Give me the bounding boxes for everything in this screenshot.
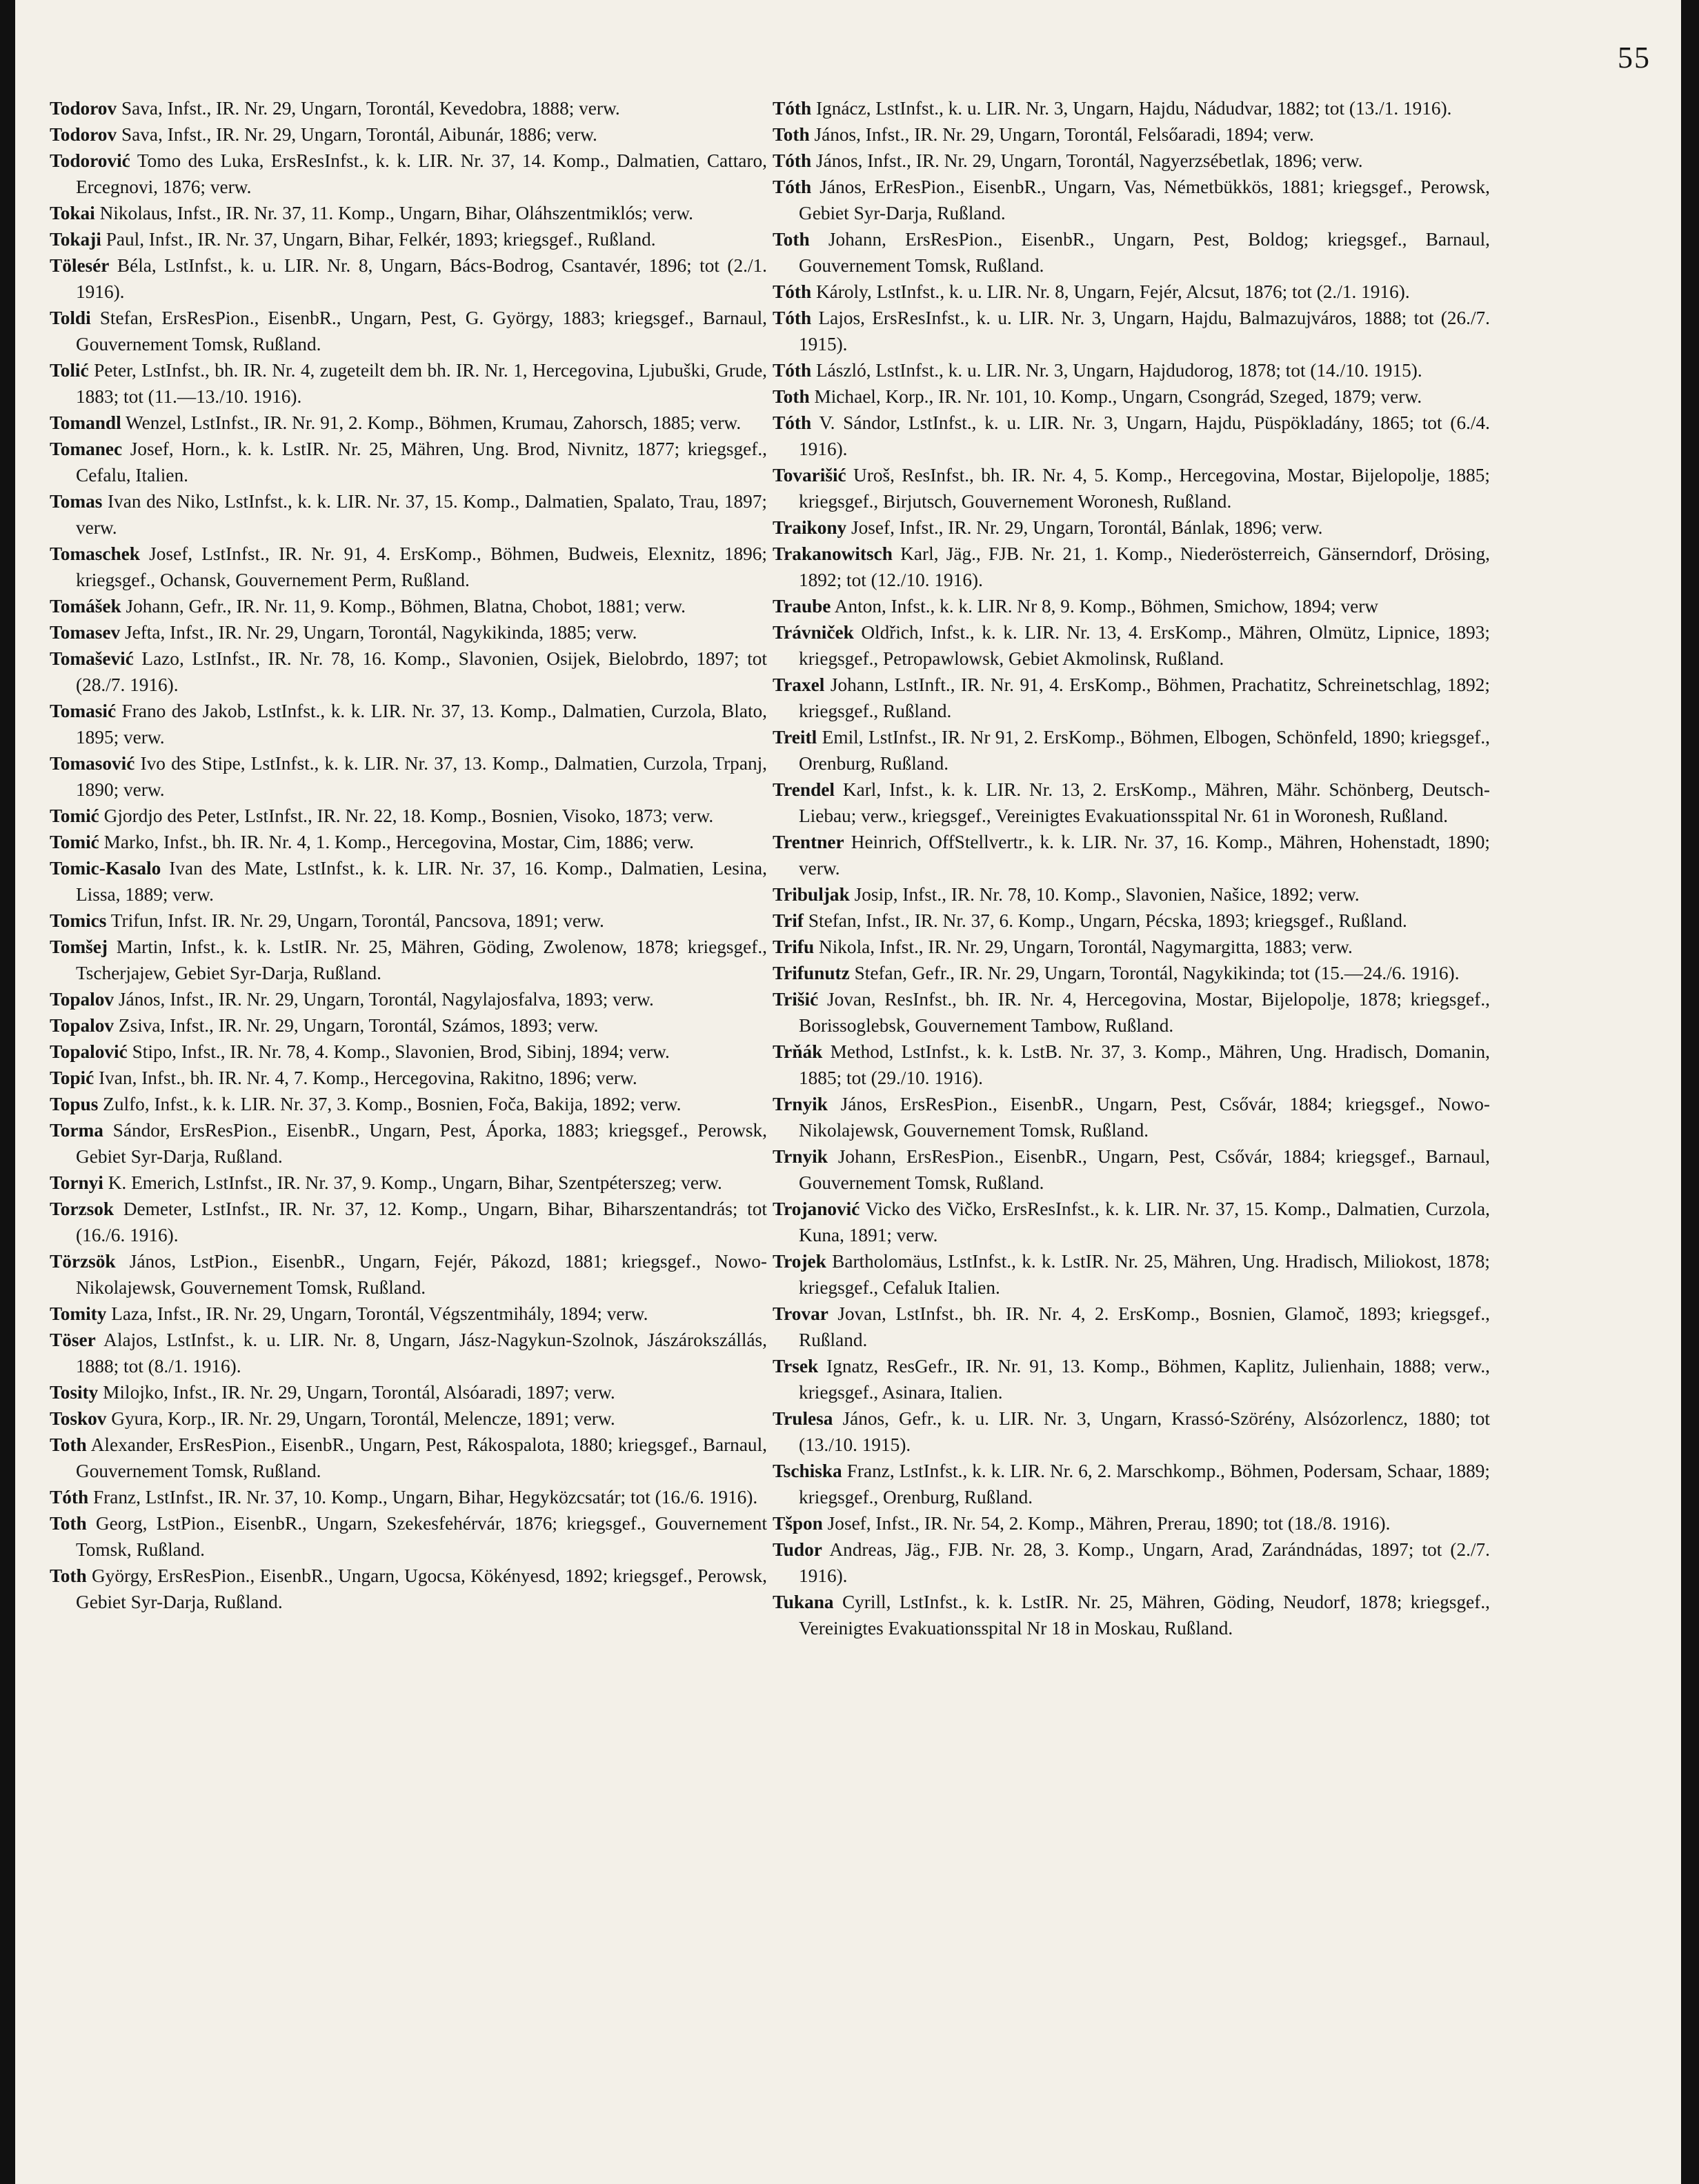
- entry-details: Laza, Infst., IR. Nr. 29, Ungarn, Torontál, Végszentmihály, 1894; verw.: [111, 1303, 648, 1324]
- entry-surname: Tovarišić: [773, 465, 846, 485]
- entry-surname: Tóth: [773, 281, 812, 302]
- entry-surname: Tšpon: [773, 1513, 823, 1534]
- entry-surname: Topus: [50, 1094, 99, 1114]
- entry-details: V. Sándor, LstInfst., k. u. LIR. Nr. 3, Ungarn, Hajdu, Püspökladány, 1865; tot (6./4. 1916).: [799, 412, 1490, 459]
- list-entry: [50, 357, 767, 410]
- entry-surname: Tóth: [773, 177, 812, 197]
- entry-surname: Tóth: [773, 360, 812, 381]
- entry-details: Alexander, ErsResPion., EisenbR., Ungarn, Pest, Rákospalota, 1880; kriegsgef., Barnaul, Gouvernement Tomsk, Rußland.: [76, 1434, 767, 1481]
- entry-surname: Tokai: [50, 203, 95, 223]
- list-entry: [773, 1589, 1490, 1641]
- entry-surname: Trávniček: [773, 622, 854, 643]
- entry-surname: Traxel: [773, 674, 825, 695]
- entry-surname: Tomandl: [50, 412, 121, 433]
- list-entry: [773, 1458, 1490, 1510]
- entry-surname: Tóth: [773, 150, 812, 171]
- entry-details: Zsiva, Infst., IR. Nr. 29, Ungarn, Torontál, Számos, 1893; verw.: [118, 1015, 599, 1036]
- entry-details: Tomo des Luka, ErsResInfst., k. k. LIR. Nr. 37, 14. Komp., Dalmatien, Cattaro, Ercegnovi, 1876; verw.: [76, 150, 767, 197]
- list-entry: [773, 514, 1490, 541]
- entry-details: Gjordjo des Peter, LstInfst., IR. Nr. 22, 18. Komp., Bosnien, Visoko, 1873; verw.: [103, 805, 714, 826]
- list-entry: [50, 1405, 767, 1432]
- list-entry: [50, 645, 767, 698]
- list-entry: [50, 908, 767, 934]
- list-entry: [50, 121, 767, 148]
- entry-details: Nikolaus, Infst., IR. Nr. 37, 11. Komp., Ungarn, Bihar, Oláhszentmiklós; verw.: [99, 203, 694, 223]
- entry-details: Cyrill, LstInfst., k. k. LstIR. Nr. 25, Mähren, Göding, Neudorf, 1878; kriegsgef., Vereinigtes Evakuationsspital Nr 18 in Moskau, Rußland.: [799, 1592, 1490, 1639]
- list-entry: [773, 462, 1490, 514]
- list-entry: [773, 829, 1490, 881]
- entry-details: János, Infst., IR. Nr. 29, Ungarn, Torontál, Felsőaradi, 1894; verw.: [814, 124, 1314, 145]
- list-entry: [773, 881, 1490, 908]
- list-entry: [50, 1248, 767, 1301]
- entry-surname: Tolić: [50, 360, 89, 381]
- entry-details: Josef, Infst., IR. Nr. 29, Ungarn, Torontál, Bánlak, 1896; verw.: [851, 517, 1323, 538]
- list-entry: [773, 1510, 1490, 1536]
- entry-surname: Tribuljak: [773, 884, 850, 905]
- entry-surname: Tomić: [50, 805, 99, 826]
- list-entry: [50, 829, 767, 855]
- entry-surname: Trojanović: [773, 1199, 860, 1219]
- entry-details: Johann, Gefr., IR. Nr. 11, 9. Komp., Böhmen, Blatna, Chobot, 1881; verw.: [126, 596, 686, 617]
- list-entry: [50, 1563, 767, 1615]
- scan-edge-left: [0, 0, 15, 2184]
- entry-details: Milojko, Infst., IR. Nr. 29, Ungarn, Torontál, Alsóaradi, 1897; verw.: [103, 1382, 615, 1403]
- list-entry: [50, 619, 767, 645]
- entry-surname: Toth: [50, 1434, 87, 1455]
- entry-details: K. Emerich, LstInfst., IR. Nr. 37, 9. Komp., Ungarn, Bihar, Szentpéterszeg; verw.: [108, 1172, 722, 1193]
- list-entry: [50, 541, 767, 593]
- entry-surname: Trovar: [773, 1303, 828, 1324]
- entry-surname: Tomas: [50, 491, 103, 512]
- list-entry: [50, 1117, 767, 1170]
- entry-surname: Topalović: [50, 1041, 128, 1062]
- entry-details: Nikola, Infst., IR. Nr. 29, Ungarn, Torontál, Nagymargitta, 1883; verw.: [818, 936, 1353, 957]
- entry-surname: Tóth: [773, 98, 812, 119]
- entry-surname: Tomic-Kasalo: [50, 858, 161, 879]
- list-entry: [773, 1536, 1490, 1589]
- entry-surname: Tomašević: [50, 648, 134, 669]
- list-entry: [773, 174, 1490, 226]
- list-entry: [50, 1379, 767, 1405]
- list-entry: [50, 1484, 767, 1510]
- entry-surname: Topalov: [50, 1015, 115, 1036]
- list-entry: [773, 541, 1490, 593]
- entry-surname: Tokaji: [50, 229, 101, 250]
- list-entry: [50, 855, 767, 908]
- list-entry: [773, 383, 1490, 410]
- list-entry: [50, 410, 767, 436]
- entry-surname: Trendel: [773, 779, 835, 800]
- list-entry: [50, 1432, 767, 1484]
- entry-details: Ivan des Niko, LstInfst., k. k. LIR. Nr. 37, 15. Komp., Dalmatien, Spalato, Trau, 1897; verw.: [76, 491, 768, 538]
- entry-details: Ivan, Infst., bh. IR. Nr. 4, 7. Komp., Hercegovina, Rakitno, 1896; verw.: [99, 1068, 637, 1088]
- entry-surname: Toth: [773, 386, 810, 407]
- list-entry: [773, 619, 1490, 672]
- entry-surname: Todorov: [50, 124, 117, 145]
- entry-details: János, ErsResPion., EisenbR., Ungarn, Pest, Csővár, 1884; kriegsgef., Nowo-Nikolajewsk, Gouvernement Tomsk, Rußland.: [799, 1094, 1490, 1141]
- entry-details: Lazo, LstInfst., IR. Nr. 78, 16. Komp., Slavonien, Osijek, Bielobrdo, 1897; tot (28./7. 1916).: [76, 648, 768, 695]
- entry-details: Paul, Infst., IR. Nr. 37, Ungarn, Bihar, Felkér, 1893; kriegsgef., Rußland.: [106, 229, 656, 250]
- list-entry: [50, 1327, 767, 1379]
- entry-surname: Tölesér: [50, 255, 110, 276]
- entry-details: Josip, Infst., IR. Nr. 78, 10. Komp., Slavonien, Našice, 1892; verw.: [854, 884, 1360, 905]
- entry-surname: Toth: [773, 124, 810, 145]
- entry-surname: Tomasović: [50, 753, 135, 774]
- entry-details: Trifun, Infst. IR. Nr. 29, Ungarn, Torontál, Pancsova, 1891; verw.: [110, 910, 604, 931]
- list-entry: [50, 986, 767, 1012]
- entry-details: Johann, LstInft., IR. Nr. 91, 4. ErsKomp., Böhmen, Prachatitz, Schreinetschlag, 1892; kriegsgef., Rußland.: [799, 674, 1491, 721]
- entry-surname: Toth: [50, 1565, 87, 1586]
- list-entry: [773, 777, 1490, 829]
- entry-surname: Toth: [50, 1513, 87, 1534]
- list-entry: [773, 908, 1490, 934]
- entry-surname: Trišić: [773, 989, 819, 1010]
- entry-surname: Trojek: [773, 1251, 826, 1272]
- list-entry: [50, 934, 767, 986]
- entry-surname: Torzsok: [50, 1199, 115, 1219]
- entry-surname: Trif: [773, 910, 804, 931]
- entry-surname: Toskov: [50, 1408, 107, 1429]
- list-entry: [773, 593, 1490, 619]
- entry-surname: Töser: [50, 1330, 96, 1350]
- entry-surname: Trentner: [773, 832, 844, 852]
- list-entry: [773, 1405, 1490, 1458]
- entry-details: János, Gefr., k. u. LIR. Nr. 3, Ungarn, Krassó-Szörény, Alsózorlencz, 1880; tot (13./10. 1915).: [799, 1408, 1490, 1455]
- entry-surname: Tosity: [50, 1382, 99, 1403]
- list-entry: [773, 672, 1490, 724]
- list-entry: [50, 1039, 767, 1065]
- left-column: [50, 95, 767, 1615]
- entry-surname: Trnyik: [773, 1094, 828, 1114]
- list-entry: [50, 1170, 767, 1196]
- entry-details: Ignatz, ResGefr., IR. Nr. 91, 13. Komp., Böhmen, Kaplitz, Julienhain, 1888; verw., kriegsgef., Asinara, Italien.: [799, 1356, 1491, 1403]
- entry-details: Stefan, Gefr., IR. Nr. 29, Ungarn, Torontál, Nagykikinda; tot (15.—24./6. 1916).: [854, 963, 1460, 983]
- entry-surname: Tomics: [50, 910, 107, 931]
- entry-details: Karl, Infst., k. k. LIR. Nr. 13, 2. ErsKomp., Mähren, Mähr. Schönberg, Deutsch-Liebau; verw., kriegsgef., Vereinigtes Evakuationsspital Nr. 61 in Woronesh, Rußland.: [799, 779, 1491, 826]
- entry-surname: Traikony: [773, 517, 847, 538]
- entry-details: Marko, Infst., bh. IR. Nr. 4, 1. Komp., Hercegovina, Mostar, Cim, 1886; verw.: [103, 832, 694, 852]
- list-entry: [50, 1196, 767, 1248]
- entry-details: Frano des Jakob, LstInfst., k. k. LIR. Nr. 37, 13. Komp., Dalmatien, Curzola, Blato, 1895; verw.: [76, 701, 767, 748]
- list-entry: [773, 724, 1490, 777]
- list-entry: [773, 121, 1490, 148]
- entry-details: Martin, Infst., k. k. LstIR. Nr. 25, Mähren, Göding, Zwolenow, 1878; kriegsgef., Tscherjajew, Gebiet Syr-Darja, Rußland.: [76, 936, 768, 983]
- entry-surname: Tornyi: [50, 1172, 103, 1193]
- entry-details: János, Infst., IR. Nr. 29, Ungarn, Torontál, Nagyerzsébetlak, 1896; verw.: [815, 150, 1363, 171]
- list-entry: [773, 410, 1490, 462]
- list-entry: [773, 1091, 1490, 1143]
- entry-details: Lajos, ErsResInfst., k. u. LIR. Nr. 3, Ungarn, Hajdu, Balmazujváros, 1888; tot (26./7. 1915).: [799, 308, 1490, 354]
- entry-details: László, LstInfst., k. u. LIR. Nr. 3, Ungarn, Hajdudorog, 1878; tot (14./10. 1915).: [815, 360, 1422, 381]
- entry-surname: Tomaschek: [50, 543, 140, 564]
- entry-details: Andreas, Jäg., FJB. Nr. 28, 3. Komp., Ungarn, Arad, Zarándnádas, 1897; tot (2./7. 1916).: [799, 1539, 1490, 1586]
- entry-details: Stipo, Infst., IR. Nr. 78, 4. Komp., Slavonien, Brod, Sibinj, 1894; verw.: [132, 1041, 670, 1062]
- entry-details: Alajos, LstInfst., k. u. LIR. Nr. 8, Ungarn, Jász-Nagykun-Szolnok, Jászárokszállás, 1888; tot (8./1. 1916).: [76, 1330, 767, 1376]
- list-entry: [773, 1248, 1490, 1301]
- list-entry: [50, 95, 767, 121]
- entry-details: Béla, LstInfst., k. u. LIR. Nr. 8, Ungarn, Bács-Bodrog, Csantavér, 1896; tot (2./1. 1916).: [76, 255, 767, 302]
- list-entry: [50, 1301, 767, 1327]
- entry-details: Vicko des Vičko, ErsResInfst., k. k. LIR. Nr. 37, 15. Komp., Dalmatien, Curzola, Kuna, 1891; verw.: [799, 1199, 1490, 1245]
- entry-details: Georg, LstPion., EisenbR., Ungarn, Szekesfehérvár, 1876; kriegsgef., Gouvernement Tomsk, Rußland.: [76, 1513, 767, 1560]
- list-entry: [773, 1353, 1490, 1405]
- entry-details: Sándor, ErsResPion., EisenbR., Ungarn, Pest, Áporka, 1883; kriegsgef., Perowsk, Gebiet Syr-Darja, Rußland.: [76, 1120, 767, 1167]
- list-entry: [50, 698, 767, 750]
- entry-details: Emil, LstInfst., IR. Nr 91, 2. ErsKomp., Böhmen, Elbogen, Schönfeld, 1890; kriegsgef., Orenburg, Rußland.: [799, 727, 1490, 774]
- entry-surname: Treitl: [773, 727, 817, 748]
- entry-surname: Tóth: [773, 308, 812, 328]
- entry-surname: Tomanec: [50, 439, 123, 459]
- entry-details: Michael, Korp., IR. Nr. 101, 10. Komp., Ungarn, Csongrád, Szeged, 1879; verw.: [814, 386, 1422, 407]
- entry-details: Jovan, ResInfst., bh. IR. Nr. 4, Hercegovina, Mostar, Bijelopolje, 1878; kriegsgef., Borissoglebsk, Gouvernement Tambow, Rußland.: [799, 989, 1490, 1036]
- list-entry: [50, 436, 767, 488]
- list-entry: [50, 252, 767, 305]
- entry-details: Bartholomäus, LstInfst., k. k. LstIR. Nr. 25, Mähren, Ung. Hradisch, Miliokost, 1878; kriegsgef., Cefaluk Italien.: [799, 1251, 1490, 1298]
- entry-details: Johann, ErsResPion., EisenbR., Ungarn, Pest, Boldog; kriegsgef., Barnaul, Gouvernement Tomsk, Rußland.: [799, 229, 1490, 276]
- entry-details: György, ErsResPion., EisenbR., Ungarn, Ugocsa, Kökényesd, 1892; kriegsgef., Perowsk, Gebiet Syr-Darja, Rußland.: [76, 1565, 768, 1612]
- entry-details: Oldřich, Infst., k. k. LIR. Nr. 13, 4. ErsKomp., Mähren, Olmütz, Lipnice, 1893; kriegsgef., Petropawlowsk, Gebiet Akmolinsk, Rußland.: [799, 622, 1490, 669]
- entry-details: Sava, Infst., IR. Nr. 29, Ungarn, Torontál, Aibunár, 1886; verw.: [121, 124, 597, 145]
- list-entry: [50, 803, 767, 829]
- entry-details: Josef, Horn., k. k. LstIR. Nr. 25, Mähren, Ung. Brod, Nivnitz, 1877; kriegsgef., Cefalu, Italien.: [76, 439, 767, 485]
- entry-details: János, ErResPion., EisenbR., Ungarn, Vas, Németbükkös, 1881; kriegsgef., Perowsk, Gebiet Syr-Darja, Rußland.: [799, 177, 1490, 223]
- entry-surname: Todorov: [50, 98, 117, 119]
- entry-surname: Tomity: [50, 1303, 107, 1324]
- list-entry: [50, 593, 767, 619]
- list-entry: [773, 357, 1490, 383]
- list-entry: [50, 148, 767, 200]
- entry-surname: Topalov: [50, 989, 115, 1010]
- entry-surname: Traube: [773, 596, 831, 617]
- entry-surname: Tóth: [773, 412, 812, 433]
- entry-details: Anton, Infst., k. k. LIR. Nr 8, 9. Komp., Böhmen, Smichow, 1894; verw: [834, 596, 1379, 617]
- entry-details: Demeter, LstInfst., IR. Nr. 37, 12. Komp., Ungarn, Bihar, Biharszentandrás; tot (16./6. 1916).: [76, 1199, 767, 1245]
- entry-surname: Trifunutz: [773, 963, 850, 983]
- list-entry: [50, 1091, 767, 1117]
- entry-surname: Tomšej: [50, 936, 108, 957]
- list-entry: [773, 95, 1490, 121]
- entry-surname: Trsek: [773, 1356, 819, 1376]
- entry-surname: Trakanowitsch: [773, 543, 893, 564]
- list-entry: [50, 200, 767, 226]
- entry-details: Johann, ErsResPion., EisenbR., Ungarn, Pest, Csővár, 1884; kriegsgef., Barnaul, Gouvernement Tomsk, Rußland.: [799, 1146, 1490, 1193]
- entry-surname: Tukana: [773, 1592, 834, 1612]
- entry-details: Heinrich, OffStellvertr., k. k. LIR. Nr. 37, 16. Komp., Mähren, Hohenstadt, 1890; verw.: [799, 832, 1490, 879]
- entry-details: Peter, LstInfst., bh. IR. Nr. 4, zugeteilt dem bh. IR. Nr. 1, Hercegovina, Ljubuški, Grude, 1883; tot (11.—13./10. 1916).: [76, 360, 768, 407]
- list-entry: [773, 279, 1490, 305]
- list-entry: [50, 750, 767, 803]
- entry-details: János, LstPion., EisenbR., Ungarn, Fejér, Pákozd, 1881; kriegsgef., Nowo-Nikolajewsk, Gouvernement Tomsk, Rußland.: [76, 1251, 767, 1298]
- entry-details: Ivan des Mate, LstInfst., k. k. LIR. Nr. 37, 16. Komp., Dalmatien, Lesina, Lissa, 1889; verw.: [76, 858, 767, 905]
- entry-surname: Tomasev: [50, 622, 121, 643]
- entry-details: Gyura, Korp., IR. Nr. 29, Ungarn, Torontál, Melencze, 1891; verw.: [111, 1408, 615, 1429]
- entry-details: Stefan, ErsResPion., EisenbR., Ungarn, Pest, G. György, 1883; kriegsgef., Barnaul, Gouvernement Tomsk, Rußland.: [76, 308, 767, 354]
- entry-details: Wenzel, LstInfst., IR. Nr. 91, 2. Komp., Böhmen, Krumau, Zahorsch, 1885; verw.: [126, 412, 742, 433]
- entry-surname: Torma: [50, 1120, 103, 1141]
- entry-surname: Topić: [50, 1068, 95, 1088]
- entry-details: Jovan, LstInfst., bh. IR. Nr. 4, 2. ErsKomp., Bosnien, Glamoč, 1893; kriegsgef., Rußland.: [799, 1303, 1490, 1350]
- list-entry: [773, 305, 1490, 357]
- list-entry: [50, 1065, 767, 1091]
- entry-details: Uroš, ResInfst., bh. IR. Nr. 4, 5. Komp., Hercegovina, Mostar, Bijelopolje, 1885; kriegsgef., Birjutsch, Gouvernement Woronesh, Rußland.: [799, 465, 1491, 512]
- entry-surname: Tomasić: [50, 701, 117, 721]
- list-entry: [50, 488, 767, 541]
- entry-surname: Trifu: [773, 936, 815, 957]
- entry-surname: Trnyik: [773, 1146, 828, 1167]
- entry-details: Ignácz, LstInfst., k. u. LIR. Nr. 3, Ungarn, Hajdu, Nádudvar, 1882; tot (13./1. 1916).: [815, 98, 1452, 119]
- list-entry: [50, 305, 767, 357]
- list-entry: [773, 934, 1490, 960]
- entry-surname: Tschiska: [773, 1461, 842, 1481]
- entry-details: Josef, Infst., IR. Nr. 54, 2. Komp., Mähren, Prerau, 1890; tot (18./8. 1916).: [827, 1513, 1391, 1534]
- entry-details: Franz, LstInfst., IR. Nr. 37, 10. Komp., Ungarn, Bihar, Hegyközcsatár; tot (16./6. 1916).: [92, 1487, 758, 1507]
- scan-edge-right: [1681, 0, 1699, 2184]
- entry-surname: Tomić: [50, 832, 99, 852]
- entry-details: Franz, LstInfst., k. k. LIR. Nr. 6, 2. Marschkomp., Böhmen, Podersam, Schaar, 1889; kriegsgef., Orenburg, Rußland.: [799, 1461, 1490, 1507]
- right-column: [773, 95, 1490, 1641]
- list-entry: [773, 1301, 1490, 1353]
- list-entry: [50, 226, 767, 252]
- list-entry: [773, 986, 1490, 1039]
- list-entry: [773, 960, 1490, 986]
- entry-surname: Tudor: [773, 1539, 822, 1560]
- entry-details: Zulfo, Infst., k. k. LIR. Nr. 37, 3. Komp., Bosnien, Foča, Bakija, 1892; verw.: [103, 1094, 682, 1114]
- entry-details: Josef, LstInfst., IR. Nr. 91, 4. ErsKomp., Böhmen, Budweis, Elexnitz, 1896; kriegsgef., Ochansk, Gouvernement Perm, Rußland.: [76, 543, 767, 590]
- list-entry: [773, 1039, 1490, 1091]
- page-number: 55: [1618, 41, 1651, 74]
- entry-details: Stefan, Infst., IR. Nr. 37, 6. Komp., Ungarn, Pécska, 1893; kriegsgef., Rußland.: [808, 910, 1407, 931]
- entry-surname: Toth: [773, 229, 810, 250]
- entry-surname: Trňák: [773, 1041, 823, 1062]
- list-entry: [50, 1510, 767, 1563]
- entry-details: Károly, LstInfst., k. u. LIR. Nr. 8, Ungarn, Fejér, Alcsut, 1876; tot (2./1. 1916).: [815, 281, 1410, 302]
- list-entry: [50, 1012, 767, 1039]
- entry-surname: Tomášek: [50, 596, 121, 617]
- entry-surname: Törzsök: [50, 1251, 116, 1272]
- list-entry: [773, 148, 1490, 174]
- entry-surname: Tóth: [50, 1487, 89, 1507]
- entry-details: Karl, Jäg., FJB. Nr. 21, 1. Komp., Niederösterreich, Gänserndorf, Drösing, 1892; tot (12./10. 1916).: [799, 543, 1491, 590]
- entry-surname: Trulesa: [773, 1408, 833, 1429]
- list-entry: [773, 1196, 1490, 1248]
- entry-details: Ivo des Stipe, LstInfst., k. k. LIR. Nr. 37, 13. Komp., Dalmatien, Curzola, Trpanj, 1890; verw.: [76, 753, 767, 800]
- list-entry: [773, 226, 1490, 279]
- entry-details: János, Infst., IR. Nr. 29, Ungarn, Torontál, Nagylajosfalva, 1893; verw.: [118, 989, 654, 1010]
- list-entry: [773, 1143, 1490, 1196]
- entry-surname: Toldi: [50, 308, 91, 328]
- entry-details: Sava, Infst., IR. Nr. 29, Ungarn, Torontál, Kevedobra, 1888; verw.: [121, 98, 620, 119]
- entry-details: Jefta, Infst., IR. Nr. 29, Ungarn, Torontál, Nagykikinda, 1885; verw.: [124, 622, 637, 643]
- entry-surname: Todorović: [50, 150, 130, 171]
- entry-details: Method, LstInfst., k. k. LstB. Nr. 37, 3. Komp., Mähren, Ung. Hradisch, Domanin, 1885; tot (29./10. 1916).: [799, 1041, 1490, 1088]
